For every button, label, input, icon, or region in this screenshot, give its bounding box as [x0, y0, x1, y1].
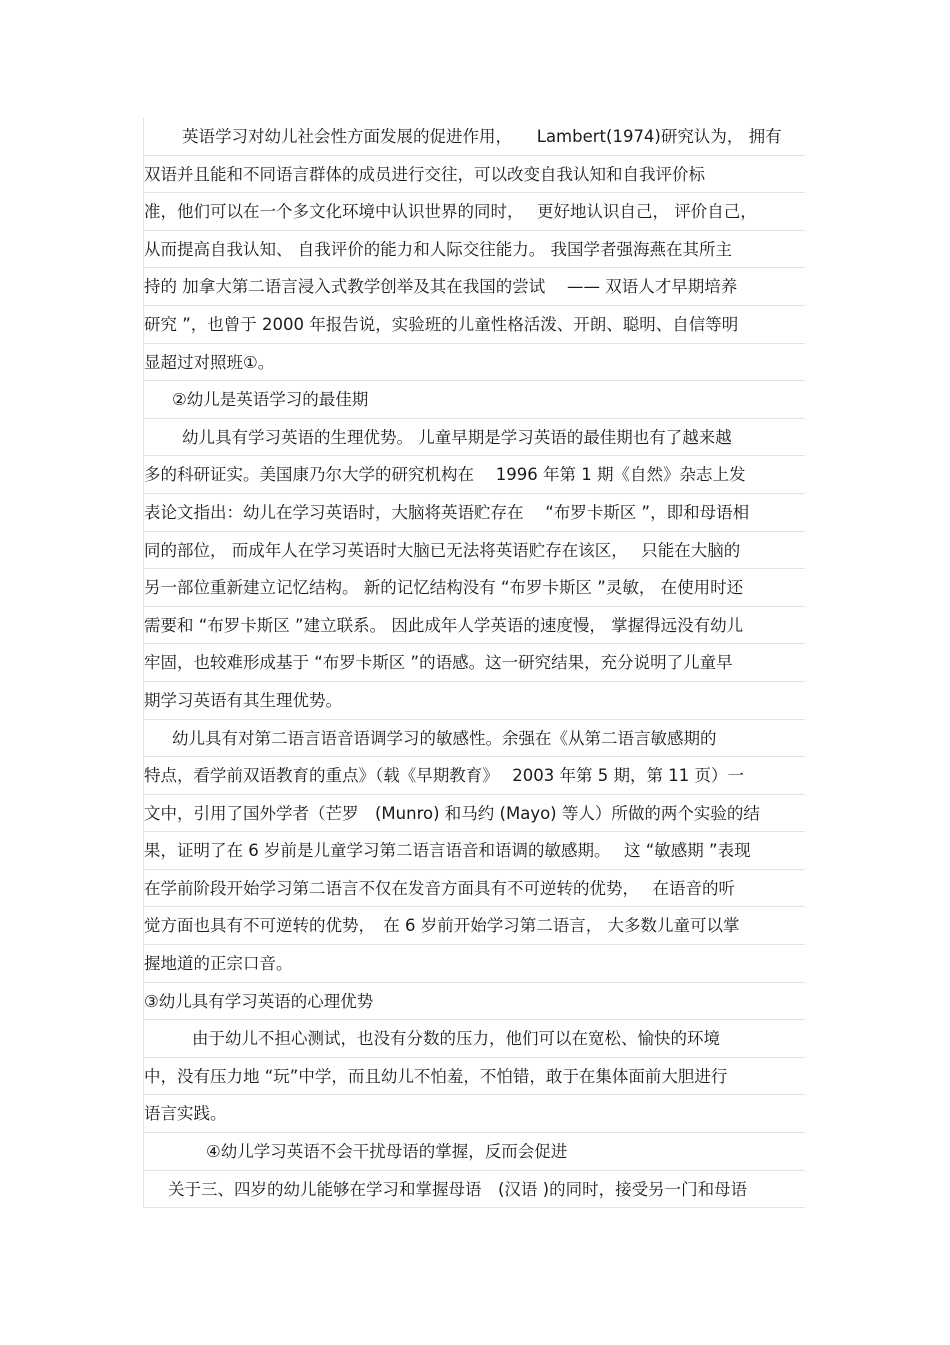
text-line: 持的 加拿大第二语言浸入式教学创举及其在我国的尝试 —— 双语人才早期培养	[143, 268, 805, 306]
section-heading: ②幼儿是英语学习的最佳期	[143, 381, 805, 419]
section-heading: ③幼儿具有学习英语的心理优势	[143, 983, 805, 1021]
text-line: 表论文指出：幼儿在学习英语时，大脑将英语贮存在 “布罗卡斯区 ”，即和母语相	[143, 494, 805, 532]
text-line: 英语学习对幼儿社会性方面发展的促进作用， Lambert(1974)研究认为， 拥有	[143, 118, 805, 156]
text-line: 同的部位， 而成年人在学习英语时大脑已无法将英语贮存在该区， 只能在大脑的	[143, 532, 805, 570]
text-line: 研究 ”，也曾于 2000 年报告说，实验班的儿童性格活泼、开朗、聪明、自信等明	[143, 306, 805, 344]
text-line: 由于幼儿不担心测试，也没有分数的压力，他们可以在宽松、愉快的环境	[143, 1020, 805, 1058]
text-line: 另一部位重新建立记忆结构。 新的记忆结构没有 “布罗卡斯区 ”灵敏， 在使用时还	[143, 569, 805, 607]
text-line: 果，证明了在 6 岁前是儿童学习第二语言语音和语调的敏感期。 这 “敏感期 ”表现	[143, 832, 805, 870]
text-line: 准，他们可以在一个多文化环境中认识世界的同时， 更好地认识自己， 评价自己，	[143, 193, 805, 231]
text-line: 期学习英语有其生理优势。	[143, 682, 805, 720]
section-heading: ④幼儿学习英语不会干扰母语的掌握，反而会促进	[143, 1133, 805, 1171]
text-line: 多的科研证实。美国康乃尔大学的研究机构在 1996 年第 1 期《自然》杂志上发	[143, 456, 805, 494]
text-line: 幼儿具有学习英语的生理优势。 儿童早期是学习英语的最佳期也有了越来越	[143, 419, 805, 457]
text-line: 从而提高自我认知、 自我评价的能力和人际交往能力。 我国学者强海燕在其所主	[143, 231, 805, 269]
text-line: 显超过对照班①。	[143, 344, 805, 382]
text-line: 文中，引用了国外学者（芒罗 (Munro) 和马约 (Mayo) 等人）所做的两个实验的结	[143, 795, 805, 833]
text-line: 握地道的正宗口音。	[143, 945, 805, 983]
text-line: 关于三、四岁的幼儿能够在学习和掌握母语 (汉语 )的同时，接受另一门和母语	[143, 1171, 805, 1209]
text-line: 语言实践。	[143, 1095, 805, 1133]
text-line: 幼儿具有对第二语言语音语调学习的敏感性。余强在《从第二语言敏感期的	[143, 720, 805, 758]
text-line: 中，没有压力地 “玩”中学，而且幼儿不怕羞，不怕错，敢于在集体面前大胆进行	[143, 1058, 805, 1096]
text-line: 需要和 “布罗卡斯区 ”建立联系。 因此成年人学英语的速度慢， 掌握得远没有幼儿	[143, 607, 805, 645]
text-line: 特点，看学前双语教育的重点》（载《早期教育》 2003 年第 5 期，第 11 页）一	[143, 757, 805, 795]
text-line: 觉方面也具有不可逆转的优势， 在 6 岁前开始学习第二语言， 大多数儿童可以掌	[143, 907, 805, 945]
text-line: 在学前阶段开始学习第二语言不仅在发音方面具有不可逆转的优势， 在语音的听	[143, 870, 805, 908]
text-line: 牢固，也较难形成基于 “布罗卡斯区 ”的语感。这一研究结果，充分说明了儿童早	[143, 644, 805, 682]
text-line: 双语并且能和不同语言群体的成员进行交往，可以改变自我认知和自我评价标	[143, 156, 805, 194]
document-body	[143, 118, 805, 1208]
